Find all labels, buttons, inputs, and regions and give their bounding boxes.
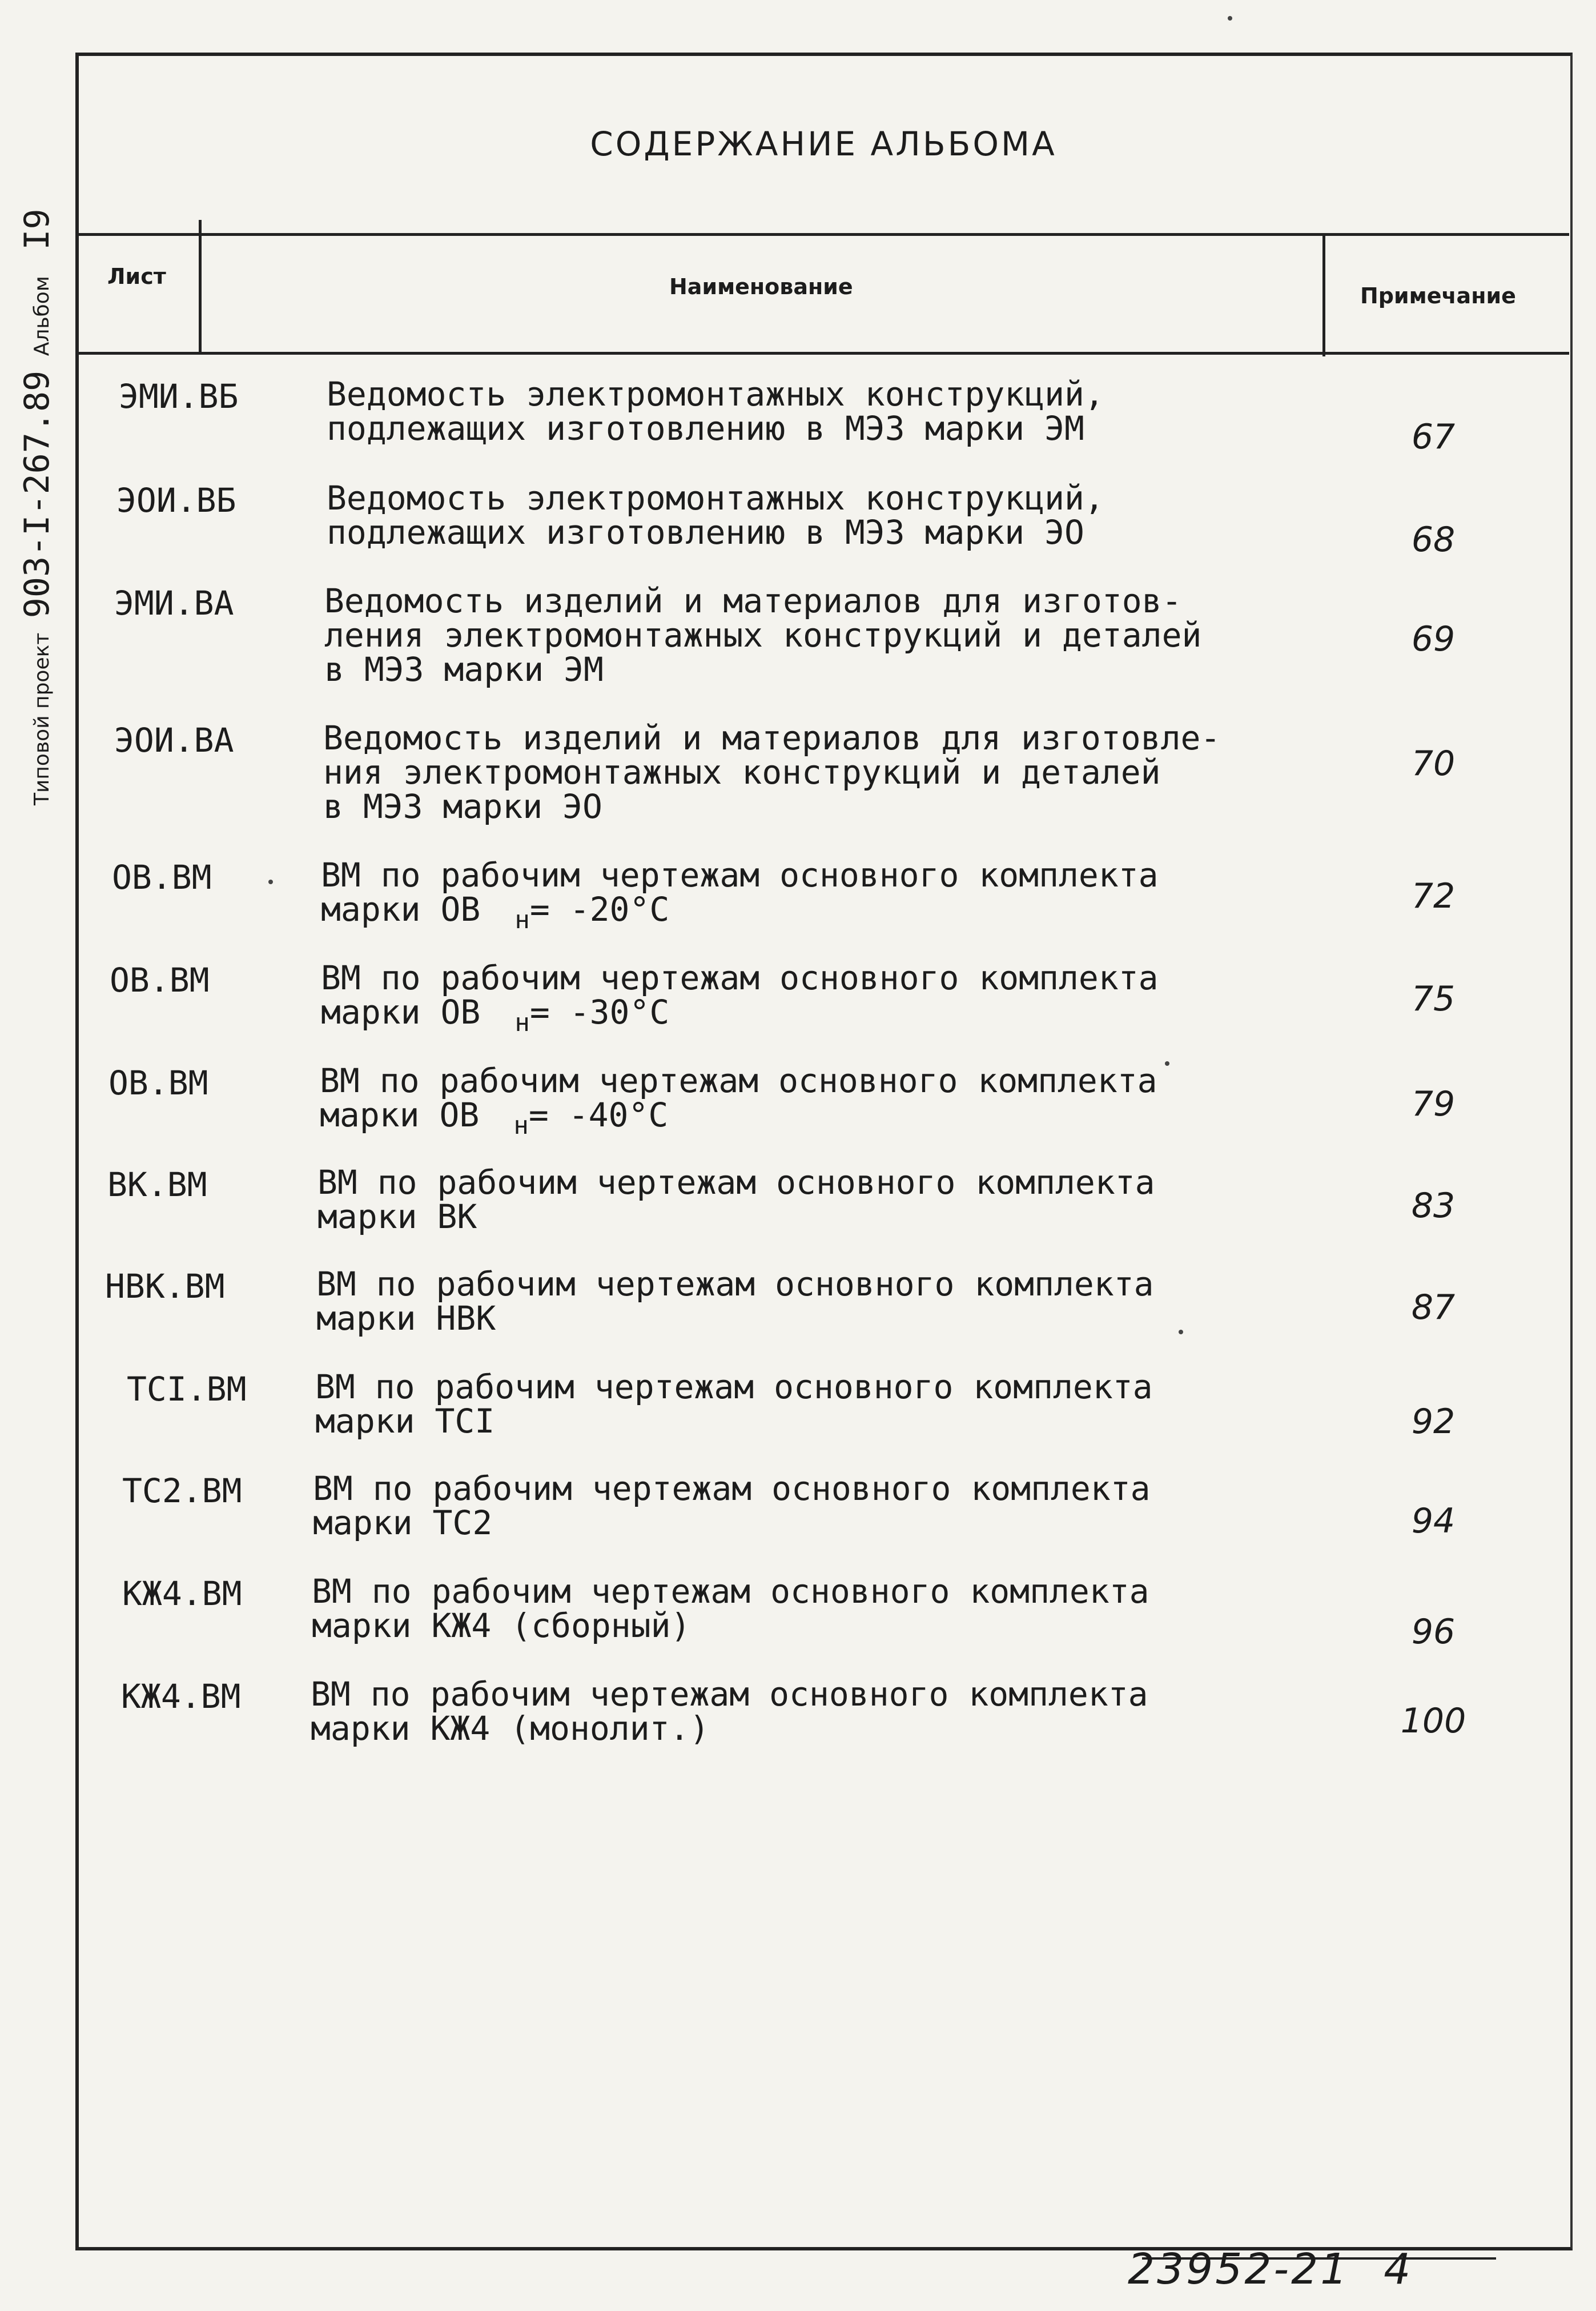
row-name: Ведомость изделий и материалов для изготовле- ния электромонтажных конструкций и деталей в МЭЗ марки ЭО bbox=[323, 719, 1221, 826]
row-sheet: ТСI.ВМ bbox=[127, 1370, 247, 1409]
table-row bbox=[0, 581, 1596, 689]
sheet-column-divider bbox=[199, 220, 202, 355]
side-page-number: I9 bbox=[17, 208, 57, 250]
row-name: ВМ по рабочим чертежам основного комплекта марки ТС2 bbox=[313, 1469, 1151, 1542]
row-sheet: НВК.ВМ bbox=[105, 1267, 225, 1306]
row-name: ВМ по рабочим чертежам основного комплекта марки ОВ $_н$= -20°С bbox=[321, 856, 1159, 934]
column-header-name: Наименование bbox=[669, 274, 853, 299]
row-note: 100 bbox=[1400, 1701, 1466, 1741]
side-project-code: 903-I-267.89 bbox=[17, 370, 57, 619]
side-label: Типовой проект bbox=[30, 632, 54, 805]
row-note: 68 bbox=[1411, 520, 1456, 560]
row-note: 94 bbox=[1411, 1501, 1456, 1541]
row-sheet: ОВ.ВМ bbox=[112, 858, 212, 897]
scan-speck bbox=[268, 880, 273, 884]
row-sheet: ЭМИ.ВА bbox=[114, 584, 234, 623]
row-sheet: КЖ4.ВМ bbox=[121, 1677, 241, 1716]
row-sheet: ТС2.ВМ bbox=[122, 1471, 242, 1510]
row-name: Ведомость электромонтажных конструкций, подлежащих изготовлению в МЭЗ марки ЭО bbox=[327, 479, 1104, 552]
row-sheet: КЖ4.ВМ bbox=[122, 1574, 242, 1613]
row-note: 72 bbox=[1411, 876, 1456, 916]
side-album: Альбом bbox=[30, 276, 54, 356]
table-row bbox=[0, 858, 1596, 955]
scan-speck bbox=[1228, 16, 1232, 21]
row-sheet: ОВ.ВМ bbox=[108, 1064, 208, 1102]
row-sheet: ОВ.ВМ bbox=[110, 961, 210, 1000]
scan-speck bbox=[1165, 1061, 1169, 1066]
row-name: Ведомость изделий и материалов для изготов- ления электромонтажных конструкций и деталей в МЭЗ марки ЭМ bbox=[324, 581, 1202, 689]
table-row bbox=[0, 1677, 1596, 1774]
note-column-divider bbox=[1322, 233, 1325, 356]
row-name: ВМ по рабочим чертежам основного комплекта марки КЖ4 (сборный) bbox=[312, 1572, 1149, 1645]
column-header-sheet: Лист bbox=[107, 264, 166, 289]
row-sheet: ЭМИ.ВБ bbox=[119, 377, 239, 416]
row-note: 67 bbox=[1411, 417, 1456, 457]
footer-stamp: 23952-21 4 bbox=[1128, 2245, 1413, 2294]
table-row bbox=[0, 958, 1596, 1058]
column-header-note: Примечание bbox=[1360, 283, 1516, 308]
row-name: Ведомость электромонтажных конструкций, подлежащих изготовлению в МЭЗ марки ЭМ bbox=[327, 375, 1104, 448]
table-row bbox=[0, 719, 1596, 826]
table-row bbox=[0, 1471, 1596, 1568]
title-divider bbox=[79, 233, 1569, 236]
row-name: ВМ по рабочим чертежам основного комплекта марки КЖ4 (монолит.) bbox=[311, 1675, 1148, 1748]
row-note: 83 bbox=[1411, 1186, 1456, 1226]
row-name: ВМ по рабочим чертежам основного комплекта марки ВК bbox=[317, 1163, 1155, 1236]
table-row bbox=[0, 481, 1596, 578]
table-row bbox=[0, 1061, 1596, 1161]
table-row bbox=[0, 1267, 1596, 1364]
row-name: ВМ по рабочим чертежам основного комплекта марки НВК bbox=[316, 1265, 1154, 1338]
row-note: 70 bbox=[1411, 744, 1456, 784]
table-row bbox=[0, 1367, 1596, 1467]
table-row bbox=[0, 377, 1596, 474]
table-row bbox=[0, 1574, 1596, 1671]
row-note: 75 bbox=[1411, 979, 1456, 1019]
page-title: СОДЕРЖАНИЕ АЛЬБОМА bbox=[590, 125, 1057, 163]
row-note: 69 bbox=[1411, 619, 1456, 659]
row-note: 96 bbox=[1411, 1612, 1456, 1652]
row-name: ВМ по рабочим чертежам основного комплекта марки ОВ $_н$= -30°С bbox=[321, 958, 1159, 1037]
row-sheet: ЭОИ.ВА bbox=[114, 721, 234, 760]
row-sheet: ЭОИ.ВБ bbox=[116, 481, 236, 520]
row-note: 79 bbox=[1411, 1084, 1456, 1124]
table-row bbox=[0, 1165, 1596, 1262]
header-divider bbox=[79, 352, 1569, 355]
row-note: 92 bbox=[1411, 1402, 1456, 1442]
row-note: 87 bbox=[1411, 1287, 1456, 1327]
scan-speck bbox=[1179, 1330, 1183, 1334]
row-sheet: ВК.ВМ bbox=[107, 1165, 207, 1204]
row-name: ВМ по рабочим чертежам основного комплекта марки ТСI bbox=[315, 1367, 1153, 1441]
row-name: ВМ по рабочим чертежам основного комплекта марки ОВ $_н$= -40°С bbox=[320, 1061, 1157, 1140]
